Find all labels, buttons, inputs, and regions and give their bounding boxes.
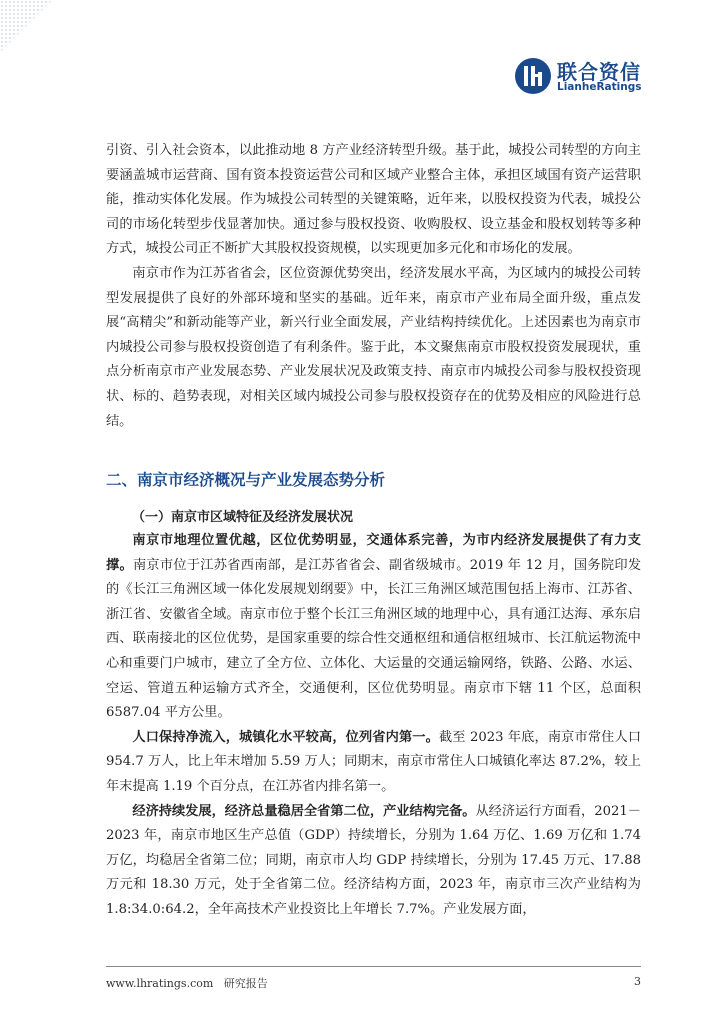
footer-left	[106, 975, 268, 991]
footer-label: 研究报告	[223, 977, 268, 990]
paragraph-3	[106, 529, 641, 726]
paragraph-5-text: 从经济运行方面看，2021－2023 年，南京市地区生产总值（GDP）持续增长，分别为 1.64 万亿、1.69 万亿和 1.74 万亿，均稳居全省第二位；同期，南京市人均 GDP 持续增长，分别为 17.45 万元、17.88 万元和 18.30 万元，处于全省第二位。经济结构方面，2023 年，南京市三次产业结构为 1.8:34.0:64.2，全年高技术产业投资比上年增长 7.7%。产业发展方面，	[106, 803, 641, 917]
paragraph-3-text: 南京市位于江苏省西南部，是江苏省省会、副省级城市。2019 年 12 月，国务院印发的《长江三角洲区域一体化发展规划纲要》中，长江三角洲区域范围包括上海市、江苏省、浙江省、安徽省全域。南京市位于整个长江三角洲区域的地理中心，具有通江达海、承东启西、联南接北的区位优势，是国家重要的综合性交通枢纽和通信枢纽城市、长江航运物流中心和重要门户城市，建立了全方位、立体化、大运量的交通运输网络，铁路、公路、水运、空运、管道五种运输方式齐全，交通便利，区位优势明显。南京市下辖 11 个区，总面积 6587.04 平方公里。	[106, 557, 642, 721]
paragraph-2: 南京市作为江苏省省会，区位资源优势突出，经济发展水平高，为区域内的城投公司转型发展提供了良好的外部环境和坚实的基础。近年来，南京市产业布局全面升级，重点发展“高精尖”和新动能等产业，新兴行业全面发展，产业结构持续优化。上述因素也为南京市内城投公司参与股权投资创造了有利条件。鉴于此，本文聚焦南京市股权投资发展现状，重点分析南京市产业发展态势、产业发展状况及政策支持、南京市内城投公司参与股权投资现状、标的、趋势表现，对相关区域内城投公司参与股权投资存在的优势及相应的风险进行总结。	[106, 265, 641, 429]
footer-divider	[106, 966, 641, 967]
logo-english-name: LianheRatings	[557, 81, 642, 93]
logo-chinese-name: 联合资信	[557, 60, 641, 84]
paragraph-4-text: 截至 2023 年底，南京市常住人口 954.7 万人，比上年末增加 5.59 万人；同期末，南京市常住人口城镇化率达 87.2%，较上年末提高 1.19 个百分点，在江苏省内排名第一。	[106, 729, 642, 794]
paragraph-5	[106, 800, 641, 923]
page-number: 3	[634, 975, 641, 988]
lianhe-logo-icon	[513, 56, 553, 96]
section-body	[106, 529, 641, 923]
paragraph-1: 引资、引入社会资本，以此推动地 8 方产业经济转型升级。基于此，城投公司转型的方向主要涵盖城市运营商、国有资本投资运营公司和区域产业整合主体，承担区域国有资产运营职能，推动实体化发展。作为城投公司转型的关键策略，近年来，以股权投资为代表，城投公司的市场化转型步伐显著加快。通过参与股权投资、收购股权、设立基金和股权划转等多种方式，城投公司正不断扩大其股权投资规模，以实现更加多元化和市场化的发展。	[106, 143, 641, 257]
section-heading: 二、南京市经济概况与产业发展态势分析	[106, 471, 386, 489]
intro-text	[106, 139, 641, 434]
brand-logo	[513, 56, 653, 98]
paragraph-3-lead: 南京市地理位置优越，区位优势明显，交通体系完善，为市内经济发展提供了有力支撑。	[106, 533, 641, 573]
footer-site-link[interactable]: www.lhratings.com	[106, 977, 214, 990]
corner-decoration	[0, 0, 52, 52]
paragraph-4-lead: 人口保持净流入，城镇化水平较高，位列省内第一。	[132, 729, 439, 745]
paragraph-4	[106, 726, 641, 800]
paragraph-5-lead: 经济持续发展，经济总量稳居全省第二位，产业结构完备。	[132, 803, 476, 819]
subsection-heading: （一）南京市区域特征及经济发展状况	[132, 510, 354, 525]
